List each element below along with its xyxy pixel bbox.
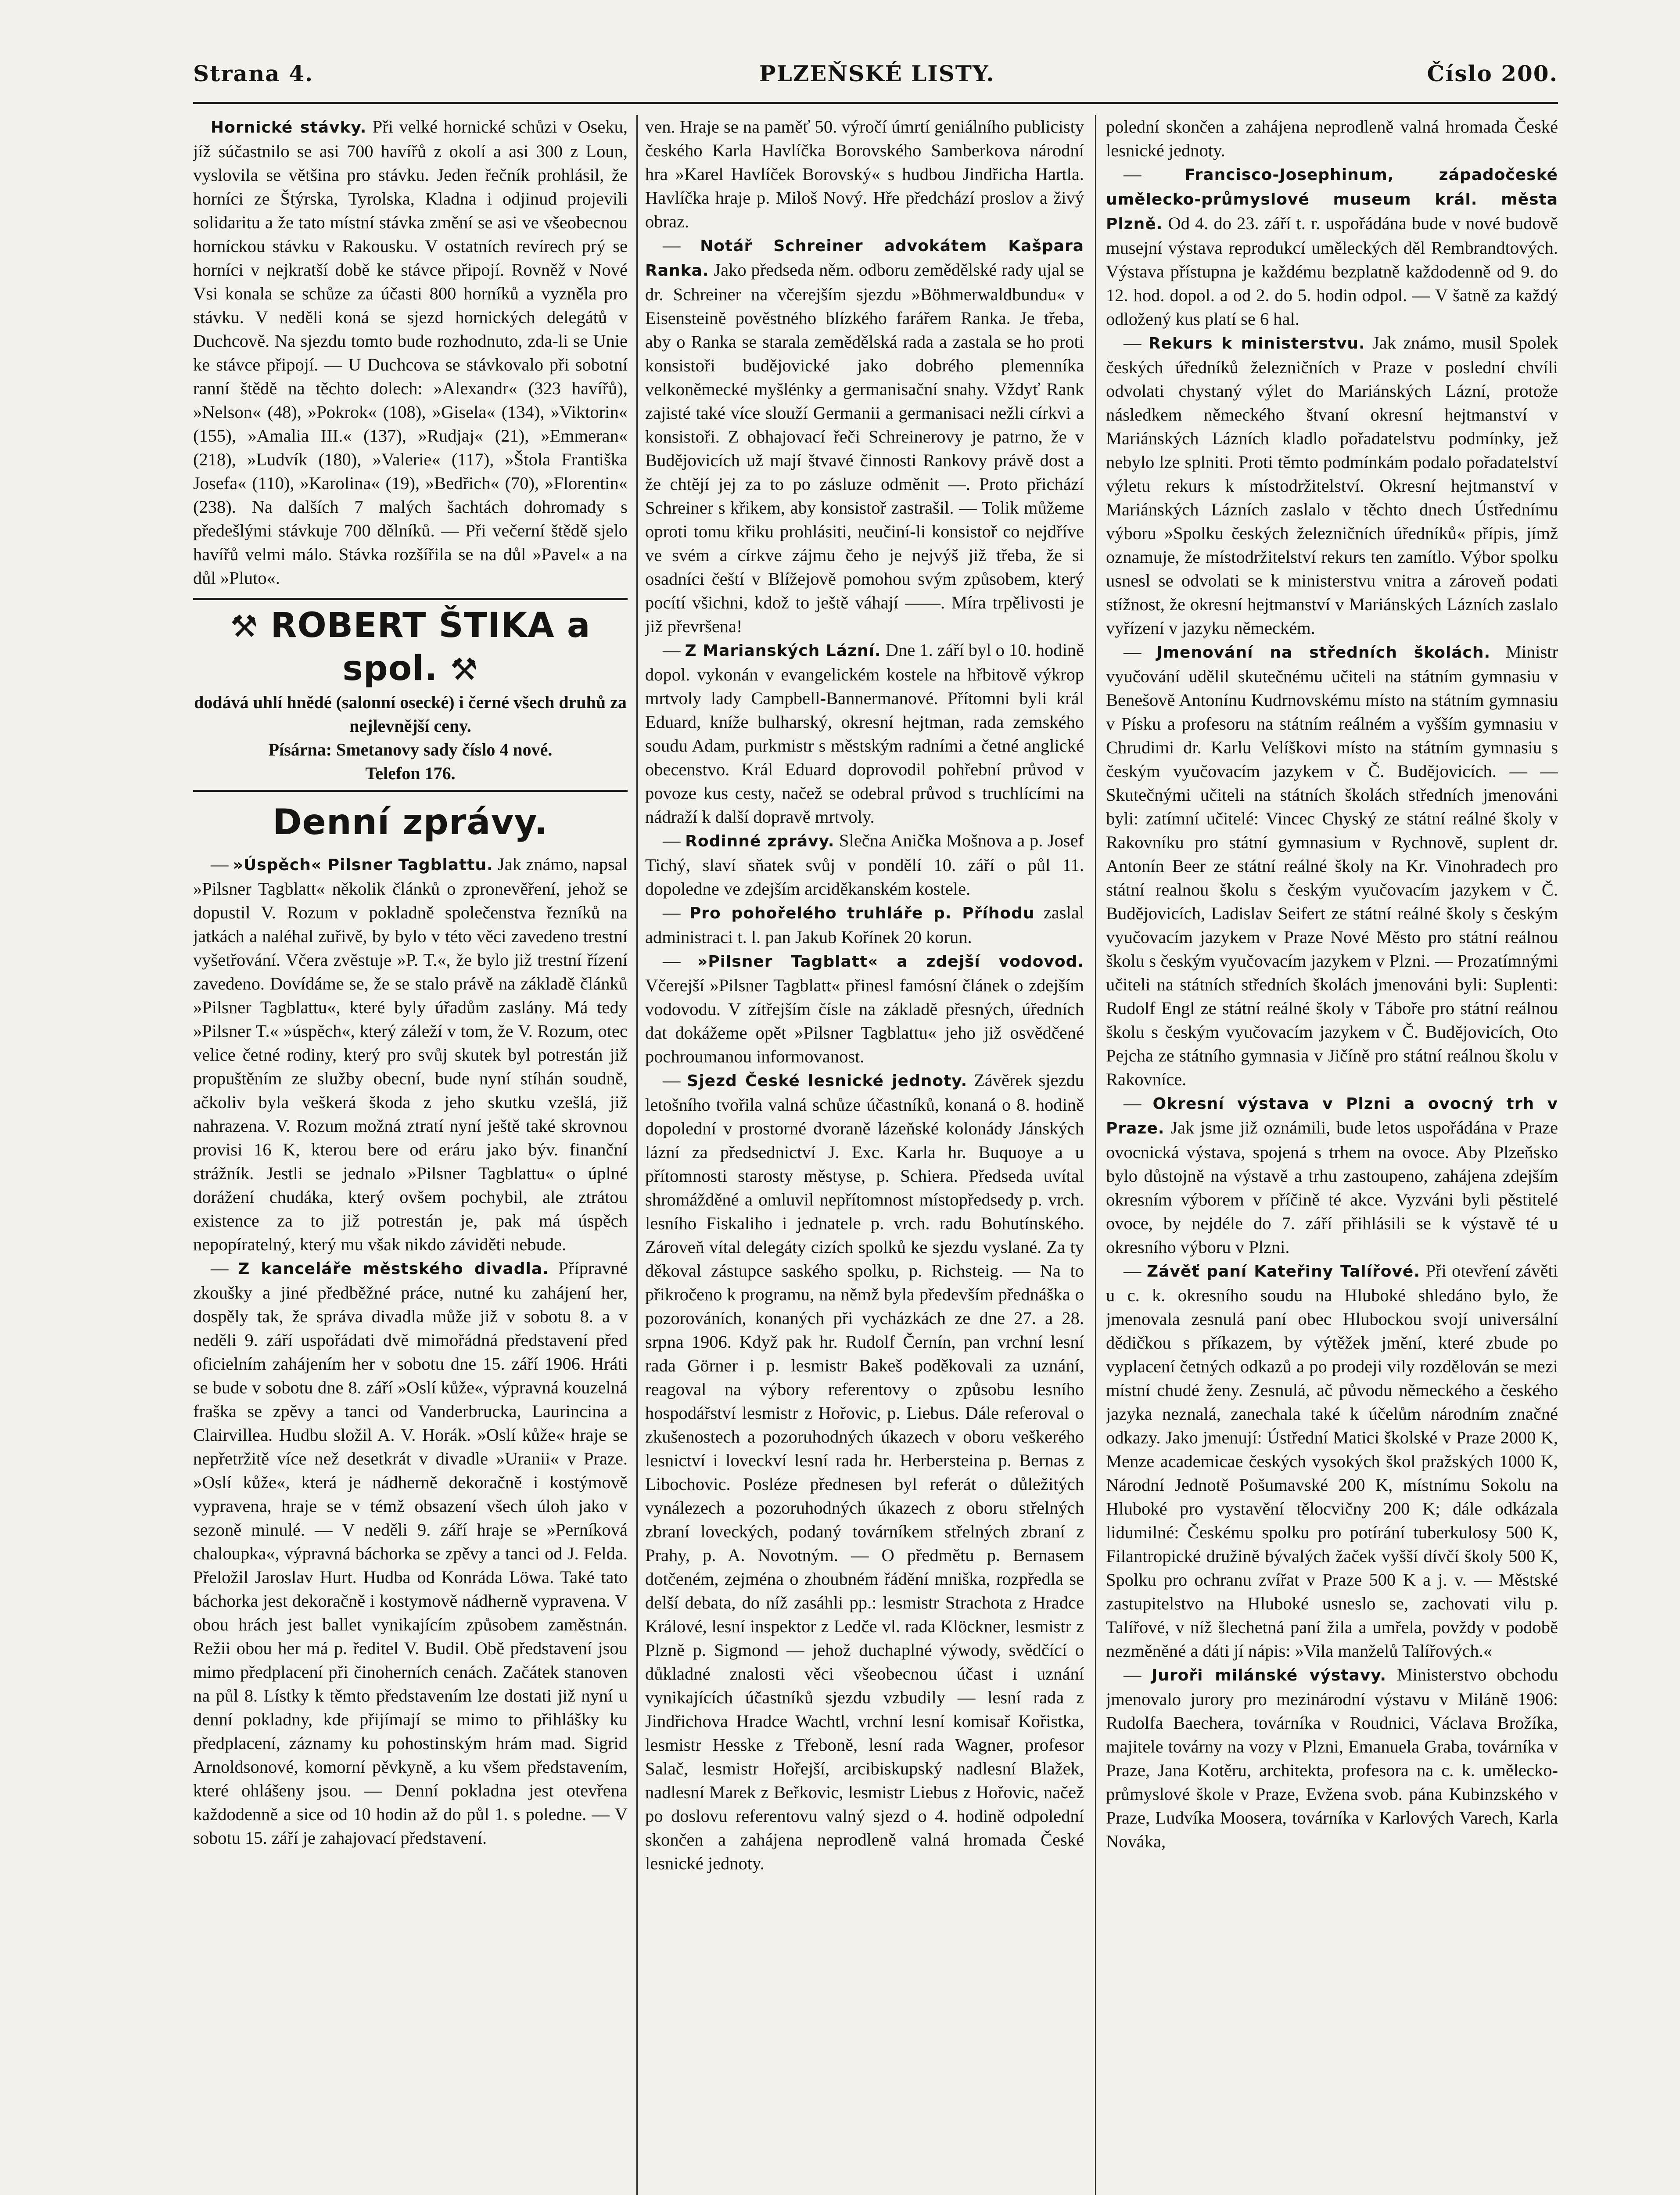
article-title: Z kanceláře městského divadla. [238,1260,549,1278]
article-museum: — Francisco-Josephinum, západočeské umělecko-průmyslové museum král. města Plzně. Od 4. do 23. září t. r. uspořádána bude v nové budově musejní výstava reprodukcí uměleckých děl Rembrandtových. Výstava přístupna je každému bezplatně každodenně od 9. do 12. hod. dopol. a od 2. do 5. hodin odpol. — V šatně za každý odložený kus platí se 6 hal. [1106,164,1558,329]
page-number: Strana 4. [193,61,314,86]
article-body: Dne 1. září byl o 10. hodině dopol. vykonán v evangelickém kostele na hřbitově výkrop mrtvoly lady Campbell-Bannermanové. Přítomni byli král Eduard, kníže bulharský, okresní hejtman, rada zemského soudu Adam, purkmistr s městským radními a četné anglické obecenstvo. Král Eduard doprovodil pohřební průvod v povoze kus cesty, načež se odebral průvod s truchlícími na nádraží k další dopravě mrtvoly. [645,640,1084,827]
article-divadlo: — Z kanceláře městského divadla. Přípravné zkoušky a jiné předběžné práce, nutné ku zahájení her, dospěly tak, že správa divadla může již v sobotu 8. a v neděli 9. září uspořádati dvě mimořádná představení před oficielním zahájením her v sobotu dne 15. září 1906. Hráti se bude v sobotu dne 8. září »Oslí kůže«, výpravná kouzelná fraška se zpěvy a tanci od Vanderbrucka, Laurincina a Clairvillea. Hudbu složil A. V. Horák. »Oslí kůže« hraje se nepřetržitě více než desetkrát v divadle »Uranii« v Praze. »Oslí kůže«, která je nádherně dekoračně i kostýmově vypravena, hraje se v témž obsazení všech úloh jako v sezoně minulé. — V neděli 9. září hraje se »Perníková chaloupka«, výpravná báchorka se zpěvy a tanci od J. Felda. Přeložil Jaroslav Hurt. Hudba od Konráda Löwa. Také tato báchorka jest dekoračně i kostymově nádherně vypravena. V obou hrách jest ballet vynikajícím způsobem zaměstnán. Režii obou her má p. ředitel V. Budil. Obě představení jsou mimo předplacení při činoherních cenách. Začátek stanoven na půl 8. Lístky k těmto představením lze dostati již nyní u denní pokladny, kde přijímají se mimo to přihlášky ku předplacení, záznamy ku pohostinským hrám mad. Sigrid Arnoldsonové, komorní pěvkyně, a ku všem představením, které ohlášeny jsou. — Denní pokladna jest otevřena každodenně a sice od 10 hodin až do půl 1. s poledne. — V sobotu 15. září je zahajovací představení. [193,1258,628,1848]
article-title: Pro pohořelého truhláře p. Příhodu [689,904,1035,922]
article-title: Rodinné zprávy. [685,832,835,850]
section-title: Denní zprávy. [273,802,548,842]
article-body: Ministerstvo obchodu jmenovalo jurory pro mezinárodní výstavu v Miláně 1906: Rudolfa Baechera, továrníka v Roudnici, Václava Brožíka, majitele továrny na vozy v Plzni, Emanuela Graba, továrníka v Praze, Jana Kotěru, architekta, profesora na c. k. umělecko-průmyslové škole v Praze, Evžena svob. pána Kubinzského v Praze, Ludvíka Moosera, továrníka v Karlových Varech, Karla Nováka, [1106,1665,1558,1851]
article-lesnicka-jednota: — Sjezd České lesnické jednoty. Závěrek sjezdu letošního tvořila valná schůze účastníků, konaná o 8. hodině dopolední v prostorné dvoraně lázeňské kolonády Jánských lázní za předsednictví J. Exc. Karla hr. Buquoye a u přítomnosti starosty městyse, p. Schiera. Předseda uvítal shromážděné a omluvil nepřítomnost místopředsedy p. vrch. lesního Fiskaliho i jednatele p. vrch. radu Bohutínského. Zároveň vítal delegáty cizích spolků ke sjezdu vyslané. Za ty děkoval zástupce saského spolku, p. Richsteig. — Na to přikročeno k programu, na němž byla především přednáška o pozorováních, konaných při vycházkách ze dne 27. a 28. srpna 1906. Když pak hr. Rudolf Černín, pan vrchní lesní rada Görner i p. lesmistr Bakeš poděkovali za uznání, reagoval na výbory referentovy o způsobu lesního hospodářství lesmistr z Hořovic, p. Liebus. Dále referoval o zkušenostech a pozoruhodných úkazech v oboru veškerého lesnictví i loveckví lesní rada hr. Herbersteina p. Bernas z Libochovic. Posléze přednesen byl referát o důležitých vynálezech a pozoruhodných úkazech z oboru střelných zbraní loveckých, podaný továrníkem střelných zbraní z Prahy, p. A. Novotným. — O předmětu p. Bernasem dotčeném, zejména o zhoubném řádění mniška, rozpředla se delší debata, do níž zasáhli pp.: lesmistr Strachota z Hradce Králové, lesní inspektor z Ledče vl. rada Klöckner, lesmistr z Plzně p. Sigmond — jehož duchaplné výwody, svědčící o důkladné znalosti věci všeobecnou účast i uznání vynikajících účastníků sjezdu vzbudily — lesní rada z Jindřichova Hradce Wachtl, vrchní lesní komisař Kořistka, lesmistr Hesske z Třeboně, lesní rada Wagner, profesor Salač, lesmistr Hořejší, arcibiskupský nadlesní Blažek, nadlesní Marek z Beřkovic, lesmistr Liebus z Hořovic, načež po doslovu referentovu valný sjezd o 4. hodině odpolední skončen a zahájena neprodleně valná hromada České lesnické jednoty. [645,1070,1084,1873]
article-title: Hornické stávky. [211,119,367,137]
article-title: Juroři milánské výstavy. [1151,1666,1387,1684]
column-3 [1106,115,1558,2195]
header-rule [193,102,1558,104]
article-title: Notář Schreiner advokátem Kašpara Ranka. [645,237,1084,280]
article-title: Okresní výstava v Plzni a ovocný trh v Praze. [1106,1095,1558,1137]
ad-line: dodává uhlí hnědé (salonní osecké) i černé všech druhů za nejlevnější ceny. [194,692,627,736]
article-body: Ministr vyučování udělil skutečnému učiteli na státním gymnasiu v Benešově Antonínu Kudrnovskému místo na státním gymnasiu v Písku a profesoru na státním reálném a vyšším gymnasiu v Chrudimi dr. Karlu Velíškovi místo na státním gymnasiu s českým vyučovacím jazykem v Č. Budějovicích. — — Skutečnými učiteli na státních školách středních jmenováni byli: zatímní učitelé: Vincec Chyský ze státní reálné školy v Rakovníku pro státní gymnasium v Rychnově, suplent dr. Antonín Beer ze státní reálné školy na Kr. Vinohradech pro státní realnou školu s českým vyučovacím jazykem v Č. Budějovicích, Ladislav Seifert ze státní reálné školy s českým vyučovacím jazykem v Praze Nové Město pro státní reálnou školu s českým vyučovacím jazykem v Plzni. — Prozatímnými učiteli na státních středních školách jmenováni byli: Suplenti: Rudolf Engl ze státní reálné školy v Táboře pro státní reálnou školu s českým vyučovacím jazykem v Č. Budějovicích, Oto Pejcha ze státního gymnasia v Jičíně pro státní reálnou školu v Rakovníce. [1106,642,1558,1089]
article-body: Při otevření závěti u c. k. okresního soudu na Hluboké shledáno bylo, že jmenovala zesnulá paní obec Hlubockou svojí universální dědičkou s příkazem, by výtěžek jmění, které zbude po vyplacení četných odkazů a po prodeji vily rozdělován se mezi místní chudé ženy. Zesnulá, ač původu německého a českého jazyka neznalá, zanechala také k účelům národním značné odkazy. Jako jmenují: Ústřední Matici školské v Praze 2000 K, Menze academicae českých vysokých škol pražských 1000 K, Národní Jednotě Pošumavské 200 K, místnímu Sokolu na Hluboké pro vystavění tělocvičny 200 K; dále odkázala lidumilné: Českému spolku pro potírání tuberkulosy 500 K, Filantropické družině bývalých žaček vyšší dívčí školy 500 K, Spolku pro ochranu zvířat v Praze 500 K a j. v. — Městské zastupitelstvo na Hluboké usneslo se, zachovati vilu p. Talířové, v níž šlechetná paní žila a umřela, povždy v podobě nezměněné a dáti jí nápis: »Vila manželů Talířových.« [1106,1261,1558,1661]
ad-line: Písárna: Smetanovy sady číslo 4 nové. [268,740,553,759]
article-body: Jak známo, napsal »Pilsner Tagblatt« několik článků o zpronevěření, jehož se dopustil V. Rozum v pokladně společenstva řezníků na jatkách a naléhal zuřivě, by bylo v této věci zavedeno trestní vyšetřování. Včera zvěstuje »P. T.«, že bylo již trestní řízení zavedeno. Dovídáme se, že se stalo právě na základě článků »Pilsner Tagblattu«, které byly úřadům zaslány. Má tedy »Pilsner T.« »úspěch«, který záleží v tom, že V. Rozum, otec velice četné rodiny, který pro svůj skutek byl potrestán již propuštěním ze služby obecní, bude nyní stíhán soudně, ačkoliv byla veškerá škoda z jeho skutku vzešlá, již nahrazena. V. Rozum možná ztratí nyní ještě také skrovnou provisi 16 K, kterou bere od eráru jako býv. finanční strážník. Jestli se jednalo »Pilsner Tagblattu« o úplné dorážení chudáka, který ovšem pochybil, ale ztrátou existence za to již potrestán je, pak má úspěch nepopíratelný, který mu však nikdo záviděti nebude. [193,854,628,1254]
article-vodovod: — »Pilsner Tagblatt« a zdejší vodovod. Včerejší »Pilsner Tagblatt« přinesl famósní článek o zdejším vodovodu. V zítřejším čísle na základě přesných, úředních dat dokážeme opět »Pilsner Tagblattu« jeho již osvědčené pochroumanou informovanost. [645,951,1084,1066]
article-notar: — Notář Schreiner advokátem Kašpara Ranka. Jako předseda něm. odboru zemědělské rady ujal se dr. Schreiner na včerejším sjezdu »Böhmerwaldbundu« v Eisensteině pověstného blízkého farářem Ranka. Je třeba, aby o Ranka se starala zemědělská rada a zastala se ho proti konsistoři budějovické jako dobrého plemenníka velkoněmecké myšlénky a germanisační snahy. Vždyť Rank zajisté také více slouží Germanii a germanisaci nežli církvi a konsistoři. Z obhajovací řeči Schreinerovy je patrno, že v Budějovicích už mají štvavé činnosti Rankovy právě dost a že chtějí jej za to po zásluze odměnit —. Proto přichází Schreiner s křikem, aby konsistoř zastrašil. — Tolik můžeme oproti tomu křiku prohlásiti, neučiní-li konsistoř co nejdříve ve svém a církve zájmu čeho je nejvýš již třeba, že si osadníci čeští v Blížejově pomohou svým způsobem, který pocítí všichni, kdož to ještě váhají ——. Míra trpělivosti je již převršena! [645,235,1084,636]
article-continuation: polední skončen a zahájena neprodleně valná hromada České lesnické jednoty. [1106,117,1558,160]
article-uspech: — »Úspěch« Pilsner Tagblattu. Jak známo, napsal »Pilsner Tagblatt« několik článků o zpronevěření, jehož se dopustil V. Rozum v pokladně společenstva řezníků na jatkách a naléhal zuřivě, by bylo v této věci zavedeno trestní vyšetřování. Včera zvěstuje »P. T.«, že bylo již trestní řízení zavedeno. Dovídáme se, že se stalo právě na základě článků »Pilsner Tagblattu«, které byly úřadům zaslány. Má tedy »Pilsner T.« »úspěch«, který záleží v tom, že V. Rozum, otec velice četné rodiny, který pro svůj skutek byl potrestán již propuštěním ze služby obecní, bude nyní stíhán soudně, ačkoliv byla veškerá škoda z jeho skutku vzešlá, již nahrazena. V. Rozum možná ztratí nyní ještě také skrovnou provisi 16 K, kterou bere od eráru jako býv. finanční strážník. Jestli se jednalo »Pilsner Tagblattu« o úplné dorážení chudáka, který ovšem pochybil, ale ztrátou existence za to již potrestán je, pak má úspěch nepopíratelný, který mu však nikdo záviděti nebude. [193,854,628,1254]
article-title: Francisco-Josephinum, západočeské umělecko-průmyslové museum král. města Plzně. [1106,166,1558,233]
ad-firm-text: ROBERT ŠTIKA a spol. [270,606,591,688]
article-title: »Pilsner Tagblatt« a zdejší vodovod. [697,953,1084,971]
advertisement-stika [193,598,628,792]
article-body: Od 4. do 23. září t. r. uspořádána bude v nové budově musejní výstava reprodukcí uměleckých děl Rembrandtových. Výstava přístupna je každému bezplatně každodenně od 9. do 12. hod. dopol. a od 2. do 5. hodin odpol. — V šatně za každý odložený kus platí se 6 hal. [1106,213,1558,329]
article-body: Slečna Anička Mošnova a p. Josef Tichý, slaví sňatek svůj v pondělí 10. září o půl 11. dopoledne ve zdejším arciděkanském kostele. [645,831,1084,899]
article-body: Jako předseda něm. odboru zemědělské rady ujal se dr. Schreiner na včerejším sjezdu »Böhmerwaldbundu« v Eisensteině pověstného blízkého farářem Ranka. Je třeba, aby o Ranka se starala zemědělská rada a zastala se ho proti konsistoři budějovické jako dobrého plemenníka velkoněmecké myšlénky a germanisační snahy. Vždyť Rank zajisté také více slouží Germanii a germanisaci nežli církvi a konsistoři. Z obhajovací řeči Schreinerovy je patrno, že v Budějovicích už mají štvavé činnosti Rankovy právě dost a že chtějí jej za to po zásluze odměnit —. Proto přichází Schreiner s křikem, aby konsistoř zastrašil. — Tolik můžeme oproti tomu křiku prohlásiti, neučiní-li konsistoř co nejdříve ve svém a církve zájmu čeho je nejvýš již třeba, že si osadníci čeští v Blížejově pomohou svým způsobem, který pocítí všichni, kdož to ještě váhají ——. Míra trpělivosti je již převršena! [645,260,1084,636]
article-body: Včerejší »Pilsner Tagblatt« přinesl famósní článek o zdejším vodovodu. V zítřejším čísle na základě přesných, úředních dat dokážeme opět »Pilsner Tagblattu« jeho již osvědčené pochroumanou informovanost. [645,975,1084,1066]
article-jurori: — Juroři milánské výstavy. Ministerstvo obchodu jmenovalo jurory pro mezinárodní výstavu v Miláně 1906: Rudolfa Baechera, továrníka v Roudnici, Václava Brožíka, majitele továrny na vozy v Plzni, Emanuela Graba, továrníka v Praze, Jana Kotěru, architekta, profesora na c. k. umělecko-průmyslové škole v Praze, Evžena svob. pána Kubinzského v Praze, Ludvíka Moosera, továrníka v Karlových Varech, Karla Nováka, [1106,1665,1558,1851]
page-header [193,61,1558,100]
article-body: Závěrek sjezdu letošního tvořila valná schůze účastníků, konaná o 8. hodině dopolední v prostorné dvoraně lázeňské kolonády Jánských lázní za předsednictví J. Exc. Karla hr. Buquoye a u přítomnosti starosty městyse, p. Schiera. Předseda uvítal shromážděné a omluvil nepřítomnost místopředsedy p. vrch. lesního Fiskaliho i jednatele p. vrch. radu Bohutínského. Zároveň vítal delegáty cizích spolků ke sjezdu vyslané. Za ty děkoval zástupce saského spolku, p. Richsteig. — Na to přikročeno k programu, na němž byla především přednáška o pozorováních, konaných při vycházkách ze dne 27. a 28. srpna 1906. Když pak hr. Rudolf Černín, pan vrchní lesní rada Görner i p. lesmistr Bakeš poděkovali za uznání, reagoval na výbory referentovy o způsobu lesního hospodářství lesmistr z Hořovic, p. Liebus. Dále referoval o zkušenostech a pozoruhodných úkazech v oboru veškerého lesnictví i loveckví lesní rada hr. Herbersteina p. Bernas z Libochovic. Posléze přednesen byl referát o důležitých vynálezech a pozoruhodných úkazech z oboru střelných zbraní loveckých, podaný továrníkem střelných zbraní z Prahy, p. A. Novotným. — O předmětu p. Bernasem dotčeném, zejména o zhoubném řádění mniška, rozpředla se delší debata, do níž zasáhli pp.: lesmistr Strachota z Hradce Králové, lesní inspektor z Ledče vl. rada Klöckner, lesmistr z Plzně p. Sigmond — jehož duchaplné výwody, svědčící o důkladné znalosti věci všeobecnou účast i uznání vynikajících účastníků sjezdu vzbudily — lesní rada z Jindřichova Hradce Wachtl, vrchní lesní komisař Kořistka, lesmistr Hesske z Třeboně, lesní rada Wagner, profesor Salač, lesmistr Hořejší, arcibiskupský nadlesní Blažek, nadlesní Marek z Beřkovic, lesmistr Liebus z Hořovic, načež po doslovu referentovu valný sjezd o 4. hodině odpolední skončen a zahájena neprodleně valná hromada České lesnické jednoty. [645,1070,1084,1873]
article-body: Jak známo, musil Spolek českých úředníků železničních v Praze v poslední chvíli odvolati chystaný výlet do Mariánských Lázní, protože následkem německého štvaní okresní hejtmanství v Mariánských Lázních kladlo pořadatelstvu podmínky, jež nebylo lze splniti. Proti těmto podmínkám podalo pořadatelství výletu rekurs k místodržitelství. Okresní hejtmanství v Mariánských Lázních zaslalo v těchto dnech Ústřednímu výboru »Spolku českých železničních úředníků« přípis, jímž oznamuje, že místodržitelství rekurs ten zamítlo. Výbor spolku usnesl se odvolati se k ministerstvu vnitra a zároveň podati stížnost, že okresní hejtmanství v Mariánských Lázních zaslalo vyřízení v jazyku německém. [1106,333,1558,638]
article-rekurs: — Rekurs k ministerstvu. Jak známo, musil Spolek českých úředníků železničních v Praze v poslední chvíli odvolati chystaný výlet do Mariánských Lázní, protože následkem německého štvaní okresní hejtmanství v Mariánských Lázních kladlo pořadatelstvu podmínky, jež nebylo lze splniti. Proti těmto podmínkám podalo pořadatelství výletu rekurs k místodržitelství. Okresní hejtmanství v Mariánských Lázních zaslalo v těchto dnech Ústřednímu výboru »Spolku českých železničních úředníků« přípis, jímž oznamuje, že místodržitelství rekurs ten zamítlo. Výbor spolku usnesl se odvolati se k ministerstvu vnitra a zároveň podati stížnost, že okresní hejtmanství v Mariánských Lázních zaslalo vyřízení v jazyku německém. [1106,333,1558,638]
article-jmenovani: — Jmenování na středních školách. Ministr vyučování udělil skutečnému učiteli na státním gymnasiu v Benešově Antonínu Kudrnovskému místo na státním gymnasiu v Písku a profesoru na státním reálném a vyšším gymnasiu v Chrudimi dr. Karlu Velíškovi místo na státním gymnasiu s českým vyučovacím jazykem v Č. Budějovicích. — — Skutečnými učiteli na státních školách středních jmenováni byli: zatímní učitelé: Vincec Chyský ze státní reálné školy v Rakovníku pro státní gymnasium v Rychnově, suplent dr. Antonín Beer ze státní reálné školy na Kr. Vinohradech pro státní realnou školu s českým vyučovacím jazykem v Č. Budějovicích, Ladislav Seifert ze státní reálné školy s českým vyučovacím jazykem v Praze Nové Město pro státní reálnou školu s českým vyučovacím jazykem v Plzni. — Prozatímnými učiteli na státních středních školách jmenováni byli: Suplenti: Rudolf Engl ze státní reálné školy v Táboře pro státní reálnou školu s českým vyučovacím jazykem v Č. Budějovicích, Oto Pejcha ze státního gymnasia v Jičíně pro státní reálnou školu v Rakovníce. [1106,642,1558,1089]
article-title: Jmenování na středních školách. [1156,644,1491,662]
article-marianske-lazne: — Z Marianských Lázní. Dne 1. září byl o 10. hodině dopol. vykonán v evangelickém kostele na hřbitově výkrop mrtvoly lady Campbell-Bannermanové. Přítomni byli král Eduard, kníže bulharský, okresní hejtman, rada zemského soudu Adam, purkmistr s městským radními a četné anglické obecenstvo. Král Eduard doprovodil pohřební průvod v povoze kus cesty, načež se odebral průvod s truchlícími na nádraží k další dopravě mrtvoly. [645,640,1084,827]
article-title: »Úspěch« Pilsner Tagblattu. [233,856,493,874]
article-body: Při velké hornické schůzi v Oseku, jíž súčastnilo se asi 700 havířů z okolí a asi 300 z Loun, vyslovila se většina pro stávku. Jeden řečník prohlásil, že horníci ze Štýrska, Tyrolska, Kladna i odjinud projevili solidaritu a že tato místní stávka změní se asi ve všeobecnou horníckou stávku v Rakousku. V ostatních revírech prý se horníci v nejkratší době ke stávce připojí. Rovněž v Nové Vsi konala se schůze za účasti 800 horníků a vyzněla pro stávku. V neděli koná se sjezd hornických delegátů v Duchcově. Na sjezdu tomto bude rozhodnuto, zda-li se Unie ke stávce připojí. — U Duchcova se stávkovalo při sobotní ranní štědě na těchto dolech: »Alexandr« (323 havířů), »Nelson« (48), »Pokrok« (108), »Gisela« (134), »Viktorin« (155), »Amalia III.« (137), »Rudjaj« (21), »Emmeran« (218), »Ludvík (180), »Valerie« (117), »Štola Františka Josefa« (110), »Karolina« (19), »Bedřich« (70), »Florentin« (238). Na dalších 7 malých šachtách dohromady s předešlými stávkuje 700 dělníků. — Při večerní štědě sjelo havířů velmi málo. Stávka rozšířila se na důl »Pavel« a na důl »Pluto«. [193,117,628,588]
hammer-pick-icon: ⚒ [450,651,478,687]
ad-firm-name [193,605,628,691]
masthead-title: PLZEŇSKÉ LISTY. [759,61,995,86]
column-1 [193,115,628,2195]
article-zavet: — Závěť paní Kateřiny Talířové. Při otevření závěti u c. k. okresního soudu na Hluboké shledáno bylo, že jmenovala zesnulá paní obec Hlubockou svojí universální dědičkou s příkazem, by výtěžek jmění, které zbude po vyplacení četných odkazů a po prodeji vily rozdělován se mezi místní chudé ženy. Zesnulá, ač původu německého a českého jazyka neznalá, zanechala také k účelům národním značné odkazy. Jako jmenují: Ústřední Matici školské v Praze 2000 K, Menze academicae českých vysokých škol pražských 1000 K, Národní Jednotě Pošumavské 200 K, místnímu Sokolu na Hluboké pro vystavění tělocvičny 200 K; dále odkázala lidumilné: Českému spolku pro potírání tuberkulosy 500 K, Filantropické družině bývalých žaček vyšší dívčí školy 500 K, Spolku pro ochranu zvířat v Praze 500 K a j. v. — Městské zastupitelstvo na Hluboké usneslo se, zachovati vilu p. Talířové, v níž šlechetná paní žila a umřela, povždy v podobě nezměněné a dáti jí nápis: »Vila manželů Talířových.« [1106,1261,1558,1661]
article-rodinne-zpravy: — Rodinné zprávy. Slečna Anička Mošnova a p. Josef Tichý, slaví sňatek svůj v pondělí 10. září o půl 11. dopoledne ve zdejším arciděkanském kostele. [645,831,1084,899]
article-body: Jak jsme již oznámili, bude letos uspořádána v Praze ovocnická výstava, spojená s trhem na ovoce. Aby Plzeňsko bylo důstojně na výstavě a trhu zastoupeno, zahájena zdejším okresním výborem v příčině té akce. Vyzváni byli pěstitelé ovoce, by nejdéle do 7. září přihlásili se k výstavě té u okresního výboru v Plzni. [1106,1118,1558,1257]
column-2 [645,115,1084,2195]
article-title: Závěť paní Kateřiny Talířové. [1146,1263,1420,1281]
article-truhlar: — Pro pohořelého truhláře p. Příhodu zaslal administraci t. l. pan Jakub Kořínek 20 korun. [645,903,1084,947]
issue-number: Číslo 200. [1427,61,1558,86]
article-continuation: ven. Hraje se na paměť 50. výročí úmrtí geniálního publicisty českého Karla Havlíčka Borovského Samberkova národní hra »Karel Havlíček Borovský« s hudbou Jindřicha Hartla. Havlíčka hraje p. Miloš Nový. Hře předchází proslov a živý obraz. [645,117,1084,231]
article-body: Přípravné zkoušky a jiné předběžné práce, nutné ku zahájení her, dospěly tak, že správa divadla může již v sobotu 8. a v neděli 9. září uspořádati dvě mimořádná představení před oficielním zahájením her v sobotu dne 15. září 1906. Hráti se bude v sobotu dne 8. září »Oslí kůže«, výpravná kouzelná fraška se zpěvy a tanci od Vanderbrucka, Laurincina a Clairvillea. Hudbu složil A. V. Horák. »Oslí kůže« hraje se nepřetržitě více než desetkrát v divadle »Uranii« v Praze. »Oslí kůže«, která je nádherně dekoračně i kostýmově vypravena, hraje se v témž obsazení všech úloh jako v sezoně minulé. — V neděli 9. září hraje se »Perníková chaloupka«, výpravná báchorka se zpěvy a tanci od J. Felda. Přeložil Jaroslav Hurt. Hudba od Konráda Löwa. Také tato báchorka jest dekoračně i kostymově nádherně vypravena. V obou hrách jest ballet vynikajícím způsobem zaměstnán. Režii obou her má p. ředitel V. Budil. Obě představení jsou mimo předplacení při činoherních cenách. Začátek stanoven na půl 8. Lístky k těmto představením lze dostati již nyní u denní pokladny, kde přijímají se mimo to přihlášky ku předplacení, záznamy ku pohostinským hrám mad. Sigrid Arnoldsonové, komorní pěvkyně, a ku všem představením, které ohlášeny jsou. — Denní pokladna jest otevřena každodenně a sice od 10 hodin až do půl 1. s poledne. — V sobotu 15. září je zahajovací představení. [193,1258,628,1848]
ad-line: Telefon 176. [365,763,456,783]
hammer-pick-icon: ⚒ [230,608,258,644]
article-title: Rekurs k ministerstvu. [1148,335,1365,353]
article-vystava: — Okresní výstava v Plzni a ovocný trh v Praze. Jak jsme již oznámili, bude letos uspořádána v Praze ovocnická výstava, spojená s trhem na ovoce. Aby Plzeňsko bylo důstojně na výstavě a trhu zastoupeno, zahájena zdejším okresním výborem v příčině té akce. Vyzváni byli pěstitelé ovoce, by nejdéle do 7. září přihlásili se k výstavě té u okresního výboru v Plzni. [1106,1093,1558,1257]
article-title: Sjezd České lesnické jednoty. [687,1072,968,1090]
column-divider [636,115,638,2195]
article-body: zaslal administraci t. l. pan Jakub Kořínek 20 korun. [645,903,1084,947]
column-divider [1095,115,1096,2195]
article-title: Z Marianských Lázní. [685,642,881,660]
article-hornicke-stavky [193,115,628,590]
